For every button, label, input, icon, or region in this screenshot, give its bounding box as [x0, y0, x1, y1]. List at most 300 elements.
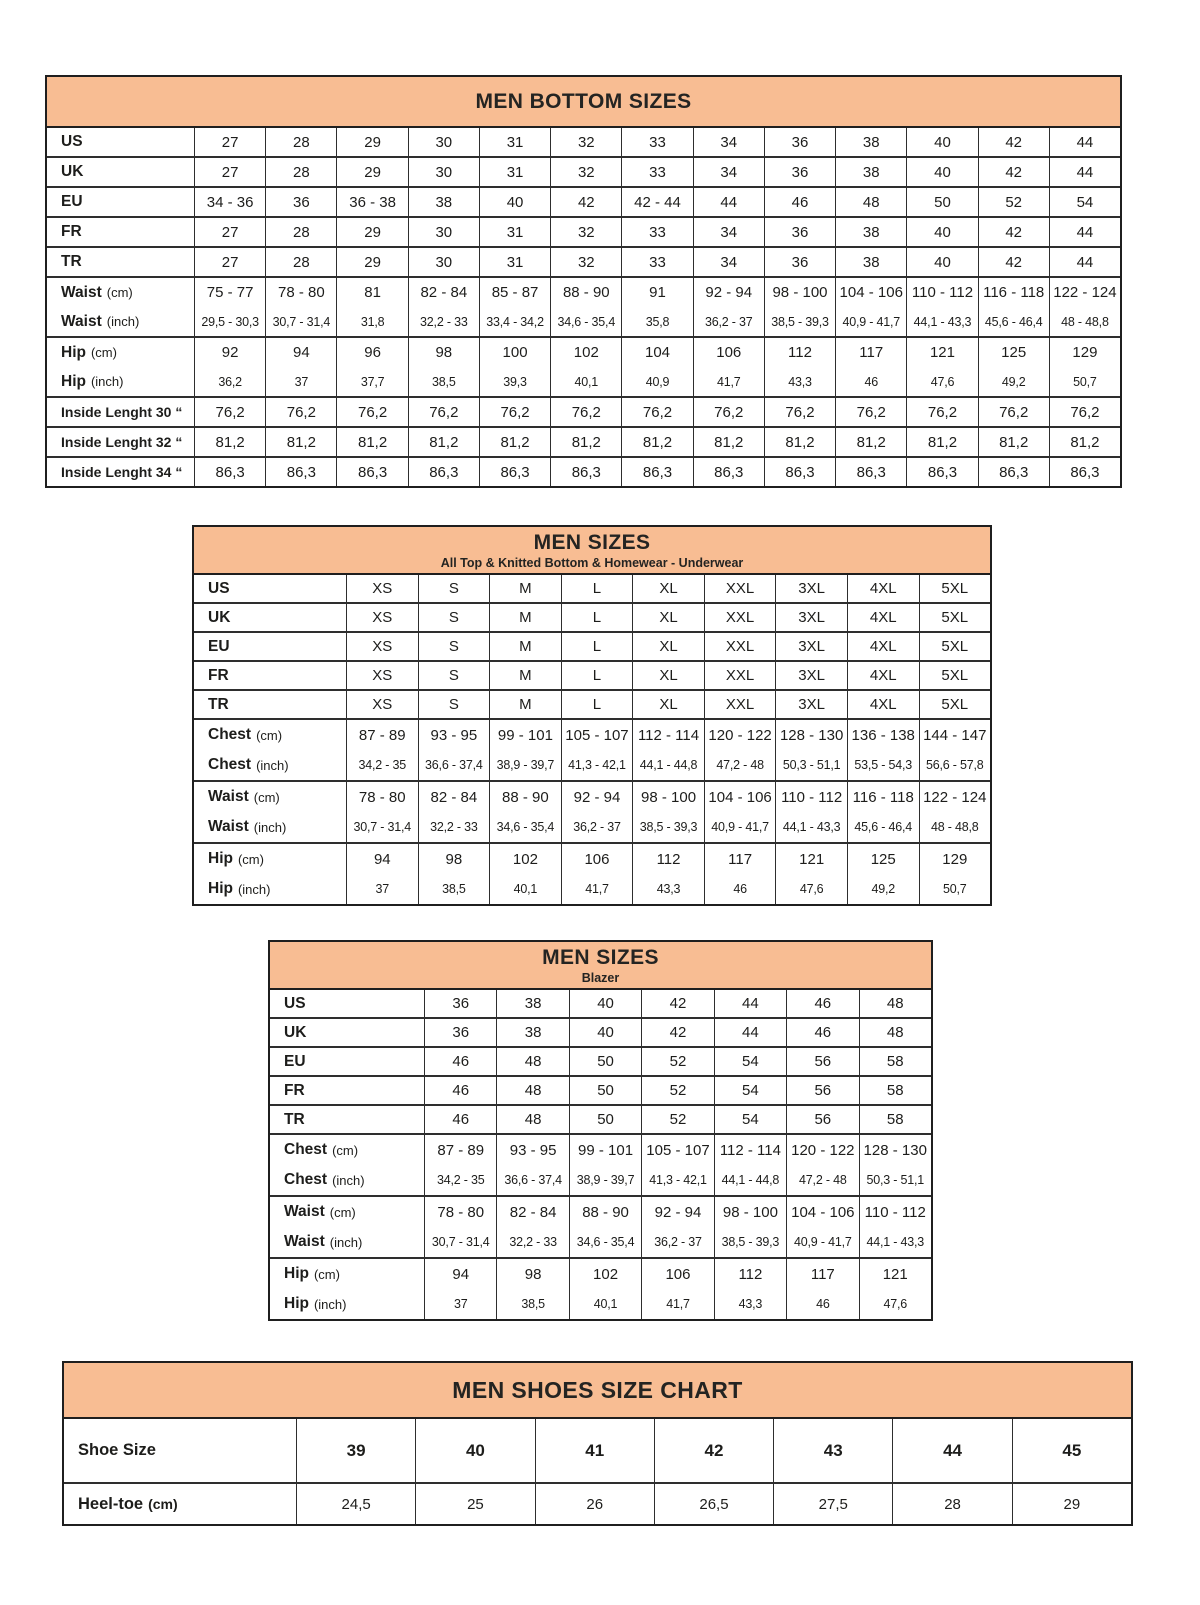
table-row — [270, 1165, 931, 1195]
value-cell: 36,6 - 37,4 — [419, 750, 491, 780]
value-cell: 42 — [979, 128, 1050, 156]
value-cell: 136 - 138 — [848, 720, 920, 750]
value-cell: 50 — [907, 188, 978, 216]
value-cell: 3XL — [776, 575, 848, 602]
row-label-unit: (inch) — [329, 1234, 363, 1250]
row-label-cell — [47, 338, 195, 367]
value-cell: 81,2 — [480, 428, 551, 456]
row-label-cell — [270, 1048, 425, 1075]
table-row-group — [270, 990, 931, 1019]
row-label-cell — [270, 1259, 425, 1289]
value-cell: XS — [347, 633, 419, 660]
value-cell: 34,6 - 35,4 — [551, 307, 622, 336]
row-label-cell — [194, 662, 347, 689]
value-cell: S — [419, 633, 491, 660]
value-cell: 29 — [1063, 1495, 1081, 1513]
table-row — [270, 1289, 931, 1319]
value-cell: 38 — [497, 1019, 569, 1046]
value-cell: 3XL — [776, 662, 848, 689]
table-row — [270, 1048, 931, 1075]
value-cell: 28 — [266, 158, 337, 186]
row-label: US — [284, 994, 306, 1012]
table-row-group — [47, 218, 1120, 248]
row-label-unit: (cm) — [256, 727, 283, 743]
table-row-group — [194, 575, 990, 604]
value-cell: 3XL — [776, 691, 848, 718]
value-cell: 29 — [337, 128, 408, 156]
table-row-group — [47, 158, 1120, 188]
value-cell: 47,2 - 48 — [787, 1165, 859, 1195]
value-cell: 40 — [907, 158, 978, 186]
value-cell: 81,2 — [979, 428, 1050, 456]
value-cell: 49,2 — [979, 367, 1050, 396]
value-cell: 100 — [480, 338, 551, 367]
value-cell: 98 — [497, 1259, 569, 1289]
value-cell: 125 — [979, 338, 1050, 367]
row-label-cell — [194, 691, 347, 718]
row-label-unit: (cm) — [313, 1266, 340, 1282]
table-title: MEN SHOES SIZE CHART — [452, 1376, 743, 1403]
value-cell: 102 — [490, 844, 562, 874]
table-row-group — [47, 128, 1120, 158]
value-cell: 92 — [195, 338, 266, 367]
row-label: UK — [61, 163, 84, 180]
table-row-group — [270, 1077, 931, 1106]
value-cell: 104 - 106 — [705, 782, 777, 812]
table-row — [270, 1135, 931, 1165]
value-cell: 52 — [642, 1106, 714, 1133]
table-row — [194, 662, 990, 689]
value-cell: 53,5 - 54,3 — [848, 750, 920, 780]
value-cell: 27 — [195, 128, 266, 156]
value-cell: 81 — [337, 278, 408, 307]
table-subtitle: Blazer — [581, 970, 620, 985]
value-cell: 49,2 — [848, 874, 920, 904]
value-cell: 4XL — [848, 575, 920, 602]
value-cell: 4XL — [848, 604, 920, 631]
value-cell: 104 — [622, 338, 693, 367]
value-cell: 94 — [266, 338, 337, 367]
row-label-cell — [194, 720, 347, 750]
value-cell: 37,7 — [337, 367, 408, 396]
value-cell: 76,2 — [266, 398, 337, 426]
row-label: Waist — [61, 312, 102, 330]
value-cell: 29 — [337, 248, 408, 276]
value-cell: 99 - 101 — [490, 720, 562, 750]
row-label: Inside Lenght 34 “ — [61, 464, 183, 480]
value-cell: 5XL — [941, 609, 969, 626]
value-cell: 98 - 100 — [715, 1197, 787, 1227]
value-cell: 34 — [694, 158, 765, 186]
row-label: EU — [208, 637, 230, 655]
value-cell: 47,6 — [776, 874, 848, 904]
value-cell: 86,3 — [907, 458, 978, 486]
value-cell: 48 — [497, 1106, 569, 1133]
value-cell: 76,2 — [337, 398, 408, 426]
value-cell: 104 - 106 — [787, 1197, 859, 1227]
value-cell: 40 — [907, 218, 978, 246]
value-cell: 44 — [715, 1019, 787, 1046]
table-row-group — [64, 1484, 1131, 1524]
row-label: UK — [284, 1023, 307, 1041]
row-label-cell — [47, 248, 195, 276]
table-row — [47, 128, 1120, 156]
table-row-group — [270, 1135, 931, 1197]
value-cell: 46 — [787, 1019, 859, 1046]
table-row — [47, 398, 1120, 426]
value-cell: 120 - 122 — [705, 720, 777, 750]
value-cell: 93 - 95 — [497, 1135, 569, 1165]
value-cell: 85 - 87 — [480, 278, 551, 307]
value-cell: 40,9 — [622, 367, 693, 396]
value-cell: 86,3 — [836, 458, 907, 486]
value-cell: 26,5 — [655, 1484, 774, 1524]
value-cell: 43 — [774, 1419, 893, 1482]
value-cell: 50,3 - 51,1 — [776, 750, 848, 780]
value-cell: 129 — [942, 850, 968, 868]
value-cell: 38,5 - 39,3 — [765, 307, 836, 336]
value-cell: 121 — [776, 844, 848, 874]
table-row-group — [47, 398, 1120, 428]
value-cell: 40,1 — [551, 367, 622, 396]
value-cell: 86,3 — [480, 458, 551, 486]
value-cell: 120 - 122 — [787, 1135, 859, 1165]
table-row — [47, 248, 1120, 276]
value-cell: 31 — [480, 128, 551, 156]
value-cell: 76,2 — [694, 398, 765, 426]
value-cell: XS — [347, 575, 419, 602]
value-cell: 34 — [694, 248, 765, 276]
men-bottom-sizes-table — [45, 75, 1122, 488]
value-cell: 28 — [893, 1484, 1012, 1524]
value-cell: 50,3 - 51,1 — [866, 1173, 925, 1187]
value-cell: 36 - 38 — [337, 188, 408, 216]
value-cell: 81,2 — [622, 428, 693, 456]
table-row — [47, 278, 1120, 307]
value-cell: 41,3 - 42,1 — [562, 750, 634, 780]
table-row-group — [194, 844, 990, 904]
row-label-cell — [47, 278, 195, 307]
value-cell: 102 — [551, 338, 622, 367]
value-cell: 88 - 90 — [570, 1197, 642, 1227]
value-cell: 37 — [425, 1289, 497, 1319]
table-row-group — [194, 720, 990, 782]
value-cell: 52 — [642, 1048, 714, 1075]
row-label: Heel-toe — [78, 1494, 144, 1513]
value-cell: 76,2 — [979, 398, 1050, 426]
value-cell: 3XL — [776, 633, 848, 660]
value-cell: 81,2 — [907, 428, 978, 456]
value-cell: 42 — [642, 990, 714, 1017]
value-cell: 44 — [715, 990, 787, 1017]
value-cell: 106 — [694, 338, 765, 367]
value-cell: 33,4 - 34,2 — [480, 307, 551, 336]
row-label: TR — [208, 695, 229, 713]
value-cell: 29 — [337, 218, 408, 246]
value-cell: 43,3 — [715, 1289, 787, 1319]
value-cell: 48 — [497, 1077, 569, 1104]
men-shoes-size-table — [62, 1361, 1133, 1526]
value-cell: 38 — [836, 248, 907, 276]
table-body — [62, 1419, 1133, 1526]
value-cell: 106 — [642, 1259, 714, 1289]
value-cell: 81,2 — [337, 428, 408, 456]
row-label: FR — [284, 1081, 305, 1099]
value-cell: 76,2 — [907, 398, 978, 426]
value-cell: 44,1 - 44,8 — [633, 750, 705, 780]
value-cell: 86,3 — [551, 458, 622, 486]
value-cell: 45 — [1062, 1440, 1082, 1460]
value-cell: 76,2 — [480, 398, 551, 426]
row-label-unit: (inch) — [237, 881, 271, 897]
row-label: Inside Lenght 32 “ — [61, 434, 183, 450]
row-label-cell — [47, 428, 195, 456]
table-header-band — [268, 940, 933, 990]
row-label-cell — [47, 128, 195, 156]
row-label: Waist — [208, 788, 249, 805]
value-cell: 86,3 — [622, 458, 693, 486]
value-cell: 40,1 — [570, 1289, 642, 1319]
table-row-group — [194, 633, 990, 662]
value-cell: 28 — [266, 128, 337, 156]
value-cell: 31 — [480, 248, 551, 276]
value-cell: 44,1 - 43,3 — [776, 812, 848, 842]
value-cell: 44 — [694, 188, 765, 216]
row-label-cell — [47, 367, 195, 396]
row-label: Inside Lenght 30 “ — [61, 404, 183, 420]
row-label: US — [61, 133, 83, 150]
value-cell: 34,6 - 35,4 — [570, 1227, 642, 1257]
value-cell: 37 — [266, 367, 337, 396]
value-cell: 40,1 — [490, 874, 562, 904]
value-cell: 32 — [551, 248, 622, 276]
value-cell: XXL — [705, 662, 777, 689]
value-cell: 5XL — [941, 638, 969, 655]
value-cell: 33 — [622, 248, 693, 276]
row-label-unit: (cm) — [332, 1142, 359, 1158]
value-cell: 35,8 — [622, 307, 693, 336]
value-cell: 38,9 - 39,7 — [490, 750, 562, 780]
value-cell: 86,3 — [337, 458, 408, 486]
value-cell: 58 — [886, 1053, 904, 1070]
value-cell: 34,6 - 35,4 — [490, 812, 562, 842]
row-label: Hip — [284, 1265, 309, 1282]
value-cell: 116 - 118 — [979, 278, 1050, 307]
value-cell: 93 - 95 — [419, 720, 491, 750]
value-cell: 86,3 — [195, 458, 266, 486]
row-label: UK — [208, 608, 231, 626]
value-cell: 29 — [337, 158, 408, 186]
value-cell: 5XL — [941, 580, 969, 597]
table-row — [270, 1019, 931, 1046]
table-subtitle: All Top & Knitted Bottom & Homewear - Underwear — [440, 555, 744, 570]
value-cell: XXL — [705, 633, 777, 660]
row-label-cell — [194, 812, 347, 842]
value-cell: 41,7 — [642, 1289, 714, 1319]
value-cell: 34 — [694, 128, 765, 156]
value-cell: 45,6 - 46,4 — [979, 307, 1050, 336]
value-cell: 105 - 107 — [642, 1135, 714, 1165]
value-cell: 54 — [715, 1106, 787, 1133]
row-label: Chest — [208, 726, 252, 743]
value-cell: 98 — [409, 338, 480, 367]
table-row-group — [194, 691, 990, 720]
row-label: FR — [208, 666, 229, 684]
row-label: Chest — [208, 756, 252, 773]
value-cell: S — [419, 575, 491, 602]
value-cell: 44 — [1076, 253, 1094, 271]
value-cell: 104 - 106 — [836, 278, 907, 307]
row-label-unit: (cm) — [148, 1496, 178, 1512]
row-label-cell — [270, 1197, 425, 1227]
row-label-unit: (inch) — [256, 757, 289, 773]
table-title: MEN BOTTOM SIZES — [475, 89, 692, 113]
value-cell: 30 — [409, 158, 480, 186]
value-cell: 54 — [1076, 193, 1094, 211]
value-cell: S — [419, 691, 491, 718]
value-cell: XL — [633, 691, 705, 718]
value-cell: 117 — [705, 844, 777, 874]
table-row-group — [270, 1259, 931, 1319]
value-cell: 105 - 107 — [562, 720, 634, 750]
row-label-cell — [270, 990, 425, 1017]
value-cell: 94 — [425, 1259, 497, 1289]
row-label-unit: (cm) — [106, 285, 133, 300]
value-cell: 47,6 — [907, 367, 978, 396]
row-label: Hip — [61, 372, 86, 390]
value-cell: 41,7 — [562, 874, 634, 904]
value-cell: XL — [633, 575, 705, 602]
value-cell: 27,5 — [774, 1484, 893, 1524]
value-cell: 36,6 - 37,4 — [497, 1165, 569, 1195]
value-cell: 56,6 - 57,8 — [925, 758, 984, 772]
value-cell: 24,5 — [297, 1484, 416, 1524]
value-cell: 30 — [409, 248, 480, 276]
value-cell: 129 — [1072, 344, 1098, 361]
row-label-cell — [194, 604, 347, 631]
value-cell: 40 — [570, 990, 642, 1017]
row-label: Waist — [208, 818, 249, 835]
value-cell: 33 — [622, 218, 693, 246]
value-cell: 40 — [570, 1019, 642, 1046]
value-cell: 75 - 77 — [195, 278, 266, 307]
value-cell: 98 — [419, 844, 491, 874]
table-row — [270, 1106, 931, 1133]
table-row — [194, 604, 990, 631]
table-row — [270, 1259, 931, 1289]
value-cell: 50 — [570, 1048, 642, 1075]
value-cell: 48 — [836, 188, 907, 216]
value-cell: 94 — [347, 844, 419, 874]
table-row — [47, 307, 1120, 336]
value-cell: 98 - 100 — [765, 278, 836, 307]
value-cell: XXL — [705, 691, 777, 718]
value-cell: 99 - 101 — [570, 1135, 642, 1165]
value-cell: 44,1 - 43,3 — [907, 307, 978, 336]
value-cell: 40 — [907, 128, 978, 156]
value-cell: 92 - 94 — [562, 782, 634, 812]
value-cell: 42 — [642, 1019, 714, 1046]
value-cell: 98 - 100 — [633, 782, 705, 812]
value-cell: 112 — [715, 1259, 787, 1289]
row-label-unit: (inch) — [253, 819, 287, 835]
table-row — [270, 1077, 931, 1104]
row-label: FR — [61, 223, 82, 240]
value-cell: XXL — [705, 604, 777, 631]
value-cell: 81,2 — [195, 428, 266, 456]
value-cell: 46 — [425, 1077, 497, 1104]
value-cell: 31 — [480, 158, 551, 186]
value-cell: 86,3 — [409, 458, 480, 486]
row-label-cell — [194, 874, 347, 904]
value-cell: 86,3 — [266, 458, 337, 486]
value-cell: XL — [633, 604, 705, 631]
men-sizes-blazer-table — [268, 940, 933, 1321]
row-label: TR — [61, 253, 82, 270]
value-cell: 121 — [882, 1265, 908, 1283]
value-cell: 81,2 — [694, 428, 765, 456]
value-cell: 38 — [836, 218, 907, 246]
row-label-cell — [47, 218, 195, 246]
value-cell: 88 - 90 — [490, 782, 562, 812]
table-header-band — [45, 75, 1122, 128]
table-row — [47, 428, 1120, 456]
table-row-group — [270, 1106, 931, 1135]
value-cell: 42 — [979, 218, 1050, 246]
value-cell: 44 — [1076, 133, 1094, 151]
row-label: TR — [284, 1110, 305, 1128]
row-label-cell — [270, 1135, 425, 1165]
value-cell: 42 — [655, 1419, 774, 1482]
row-label: Hip — [208, 850, 233, 867]
value-cell: 46 — [836, 367, 907, 396]
value-cell: 45,6 - 46,4 — [848, 812, 920, 842]
value-cell: 42 — [551, 188, 622, 216]
value-cell: 36 — [266, 188, 337, 216]
value-cell: 44,1 - 43,3 — [866, 1235, 925, 1249]
value-cell: S — [419, 662, 491, 689]
value-cell: 86,3 — [979, 458, 1050, 486]
table-row — [47, 158, 1120, 186]
value-cell: 39,3 — [480, 367, 551, 396]
value-cell: 40,9 - 41,7 — [705, 812, 777, 842]
value-cell: 46 — [425, 1106, 497, 1133]
row-label-cell — [270, 1165, 425, 1195]
value-cell: 54 — [715, 1077, 787, 1104]
row-label-cell — [194, 633, 347, 660]
value-cell: 117 — [787, 1259, 859, 1289]
value-cell: 48 — [886, 995, 904, 1012]
value-cell: 81,2 — [266, 428, 337, 456]
value-cell: 81,2 — [836, 428, 907, 456]
value-cell: 42 — [979, 248, 1050, 276]
value-cell: 36 — [765, 158, 836, 186]
value-cell: 91 — [622, 278, 693, 307]
row-label-unit: (inch) — [313, 1296, 347, 1312]
value-cell: 81,2 — [409, 428, 480, 456]
value-cell: 76,2 — [551, 398, 622, 426]
table-row — [194, 691, 990, 718]
value-cell: 32 — [551, 158, 622, 186]
value-cell: 30,7 - 31,4 — [266, 307, 337, 336]
row-label-cell — [64, 1419, 297, 1482]
value-cell: 32,2 - 33 — [497, 1227, 569, 1257]
value-cell: 38 — [497, 990, 569, 1017]
value-cell: 92 - 94 — [694, 278, 765, 307]
value-cell: 38,9 - 39,7 — [570, 1165, 642, 1195]
value-cell: 30 — [409, 128, 480, 156]
value-cell: 34 - 36 — [195, 188, 266, 216]
